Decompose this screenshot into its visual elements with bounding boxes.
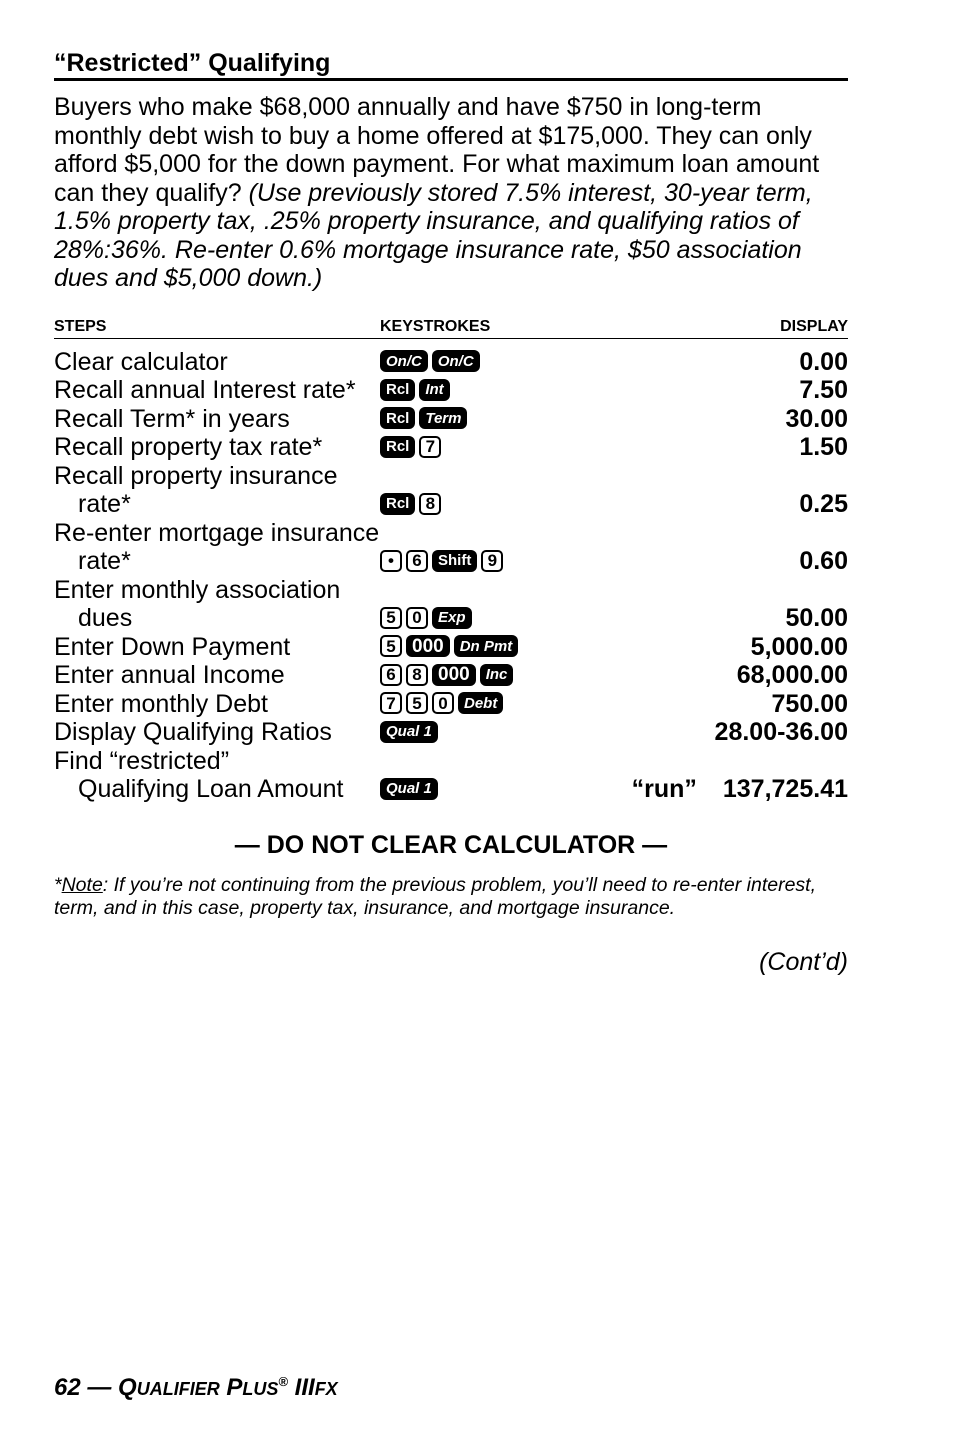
problem-text: Buyers who make $68,000 annually and have $750 in long-term monthly debt wish to buy a home offered at $175,000. They can only afford $5,000 for the down payment. For what maximum loan amount can they qualify? [54,93,820,207]
footer-p: P [226,1374,243,1401]
keystrokes [380,576,785,633]
display-value [799,462,848,519]
table-row [54,747,848,804]
calculator-key: 8 [406,664,428,686]
display-value [632,747,848,804]
keystrokes [380,519,799,576]
table-header [54,317,848,339]
step-label [54,519,380,576]
calculator-key: On/C [380,350,428,372]
problem-statement [54,93,848,293]
calculator-key: Dn Pmt [454,635,519,657]
header-display: DISPLAY [780,317,848,335]
step-text-continued: rate* [78,490,131,518]
table-row [54,433,848,462]
keystrokes [380,462,799,519]
display-number: 7.50 [799,376,848,404]
step-text-continued: dues [78,604,133,632]
display-number: 30.00 [785,404,848,433]
step-label [54,376,380,405]
footnote [54,874,848,920]
step-label [54,462,380,519]
calculator-key: 7 [419,436,441,458]
step-label [54,661,380,690]
step-label [54,718,380,747]
calculator-key: Inc [480,664,514,686]
table-row [54,405,848,434]
header-keystrokes: KEYSTROKES [380,317,491,335]
table-row [54,633,848,662]
footnote-text: : If you’re not continuing from the previous problem, you’ll need to re-enter interest, term, and in this case, property tax, insurance, and mortgage insurance. [54,873,817,919]
step-text: Display Qualifying Ratios [54,718,332,746]
calculator-key: 5 [380,635,402,657]
display-number: 137,725.41 [722,775,848,803]
footer-ualifier: UALIFIER [136,1379,220,1399]
step-label [54,433,380,462]
calculator-key: 000 [406,635,450,657]
calculator-key: • [380,550,402,572]
keystrokes [380,633,751,662]
display-number: 28.00-36.00 [714,718,848,746]
display-value [785,405,848,434]
display-value [751,633,848,662]
continued-label: (Cont’d) [759,947,848,976]
calculator-key: Shift [432,550,477,572]
display-value [799,348,848,377]
step-text: Enter Down Payment [54,632,291,661]
step-label [54,747,380,804]
calculator-key: 000 [432,664,476,686]
footer-model: III [294,1374,315,1401]
calculator-key: Rcl [380,379,415,401]
table-row [54,576,848,633]
step-label [54,405,380,434]
display-value [799,519,848,576]
calculator-key: Exp [432,607,472,629]
table-row [54,718,848,747]
display-number: 0.00 [799,347,848,376]
keystrokes [380,405,785,434]
step-text: Recall property insurance [54,461,338,490]
display-value [785,576,848,633]
calculator-key: 5 [406,692,428,714]
step-text: Recall annual Interest rate* [54,376,356,404]
keystrokes [380,690,772,719]
do-not-clear-note: — DO NOT CLEAR CALCULATOR — [234,830,668,859]
display-value [737,661,848,690]
keystrokes [380,348,799,377]
calculator-key: On/C [432,350,480,372]
display-number: 0.60 [799,547,848,575]
calculator-key: Term [419,407,467,429]
display-number: 0.25 [799,490,848,518]
step-label [54,633,380,662]
step-text-continued: rate* [78,547,131,575]
step-label [54,576,380,633]
footer-lus: LUS [242,1379,279,1399]
calculator-key: 7 [380,692,402,714]
header-steps: STEPS [54,317,107,335]
step-text: Recall property tax rate* [54,433,323,461]
page-number: 62 [54,1374,81,1401]
keystrokes [380,747,632,804]
footer-fx: FX [314,1379,338,1399]
table-row [54,519,848,576]
footer-registered: ® [278,1374,288,1389]
calculator-key: 6 [406,550,428,572]
display-number: 50.00 [785,604,848,632]
display-value [772,690,848,719]
table-row [54,661,848,690]
calculator-key: Qual 1 [380,778,438,800]
footnote-note-word: Note [61,873,103,896]
manual-page [54,48,848,977]
table-row [54,348,848,377]
calculator-key: Rcl [380,493,415,515]
table-row [54,376,848,405]
step-text: Clear calculator [54,347,228,376]
step-label [54,348,380,377]
display-number: 1.50 [799,433,848,461]
calculator-key: 5 [380,607,402,629]
steps-table [54,348,848,804]
keystrokes [380,376,799,405]
step-text: Enter monthly association [54,575,341,604]
display-value [715,718,848,747]
calculator-key: 8 [419,493,441,515]
table-row [54,690,848,719]
display-status-label: “run” [631,775,697,803]
table-row [54,462,848,519]
calculator-key: 0 [406,607,428,629]
footer-dash: — [80,1374,119,1401]
keystrokes [380,661,737,690]
display-value [799,376,848,405]
calculator-key: Rcl [380,436,415,458]
footnote-star: * [54,873,62,896]
step-text: Re-enter mortgage insurance [54,518,380,547]
section-title: “Restricted” Qualifying [54,48,848,81]
calculator-key: 0 [432,692,454,714]
step-text: Enter annual Income [54,661,285,689]
calculator-key: Rcl [380,407,415,429]
display-value [799,433,848,462]
footer-q: Q [118,1374,137,1401]
display-number: 750.00 [771,689,848,718]
page-footer [54,1374,338,1402]
step-text-continued: Qualifying Loan Amount [78,775,344,803]
display-number: 68,000.00 [736,661,848,689]
calculator-key: 6 [380,664,402,686]
calculator-key: Qual 1 [380,721,438,743]
display-number: 5,000.00 [750,632,848,661]
step-label [54,690,380,719]
keystrokes [380,433,799,462]
problem-assumptions: (Use previously stored 7.5% interest, 30-year term, 1.5% property tax, .25% property insurance, and qualifying ratios of 28%:36%. Re-enter 0.6% mortgage insurance rate, $50 association dues and $5,000 down.) [54,178,813,292]
calculator-key: 9 [481,550,503,572]
calculator-key: Debt [458,692,503,714]
step-text: Find “restricted” [54,746,230,775]
keystrokes [380,718,715,747]
calculator-key: Int [419,379,449,401]
step-text: Recall Term* in years [54,404,290,433]
step-text: Enter monthly Debt [54,689,268,718]
